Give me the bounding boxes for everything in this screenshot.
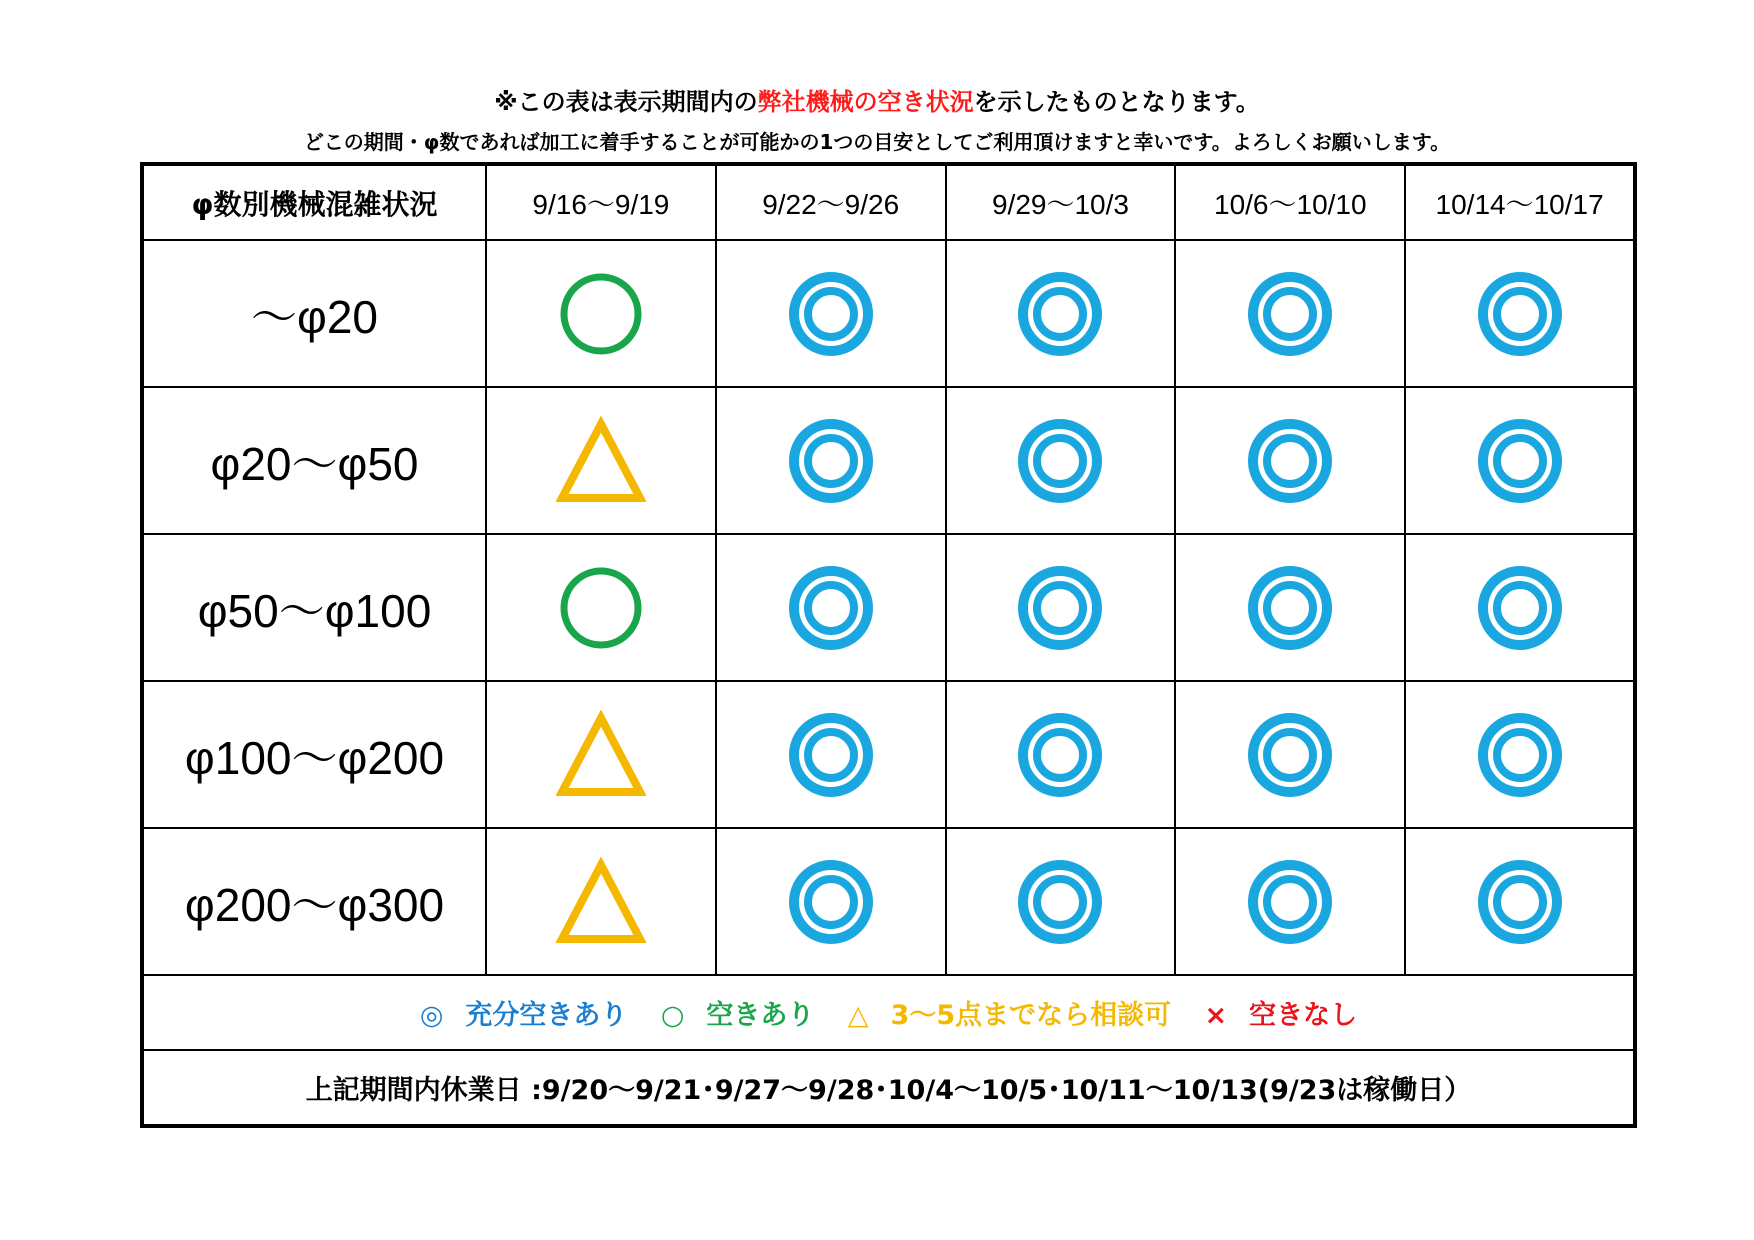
status-cell: [946, 240, 1176, 387]
status-cell: [946, 681, 1176, 828]
legend-label: 空きなし: [1249, 1000, 1358, 1031]
status-cell: [716, 387, 946, 534]
status-cell: [486, 387, 716, 534]
table-row: [142, 534, 1635, 681]
double-circle-icon: [1015, 857, 1105, 947]
legend-item-cross: [1205, 993, 1358, 1032]
double-circle-icon: [1245, 857, 1335, 947]
circle-icon: [556, 269, 646, 359]
circle-icon: [556, 563, 646, 653]
status-cell: [716, 681, 946, 828]
notice-line-2: どこの期間・φ数であれば加工に着手することが可能かの1つの目安としてご利用頂けますと幸いです。よろしくお願いします。: [303, 130, 1451, 154]
legend-label: 充分空きあり: [465, 1000, 628, 1031]
column-header: 9/16～9/19: [486, 164, 716, 240]
status-cell: [1405, 387, 1635, 534]
triangle-icon: △: [847, 1000, 869, 1031]
row-label: φ20～φ50: [142, 387, 486, 534]
cross-icon: ×: [1204, 1000, 1228, 1031]
status-cell: [1405, 534, 1635, 681]
status-cell: [946, 387, 1176, 534]
status-cell: [486, 828, 716, 975]
header-row: [142, 164, 1635, 240]
table-row: [142, 387, 1635, 534]
availability-table: [140, 162, 1637, 1128]
status-cell: [486, 681, 716, 828]
triangle-icon: [556, 710, 646, 800]
row-label: ～φ20: [142, 240, 486, 387]
status-cell: [486, 534, 716, 681]
double-circle-icon: [786, 563, 876, 653]
column-header: 9/29～10/3: [946, 164, 1176, 240]
double-circle-icon: [1245, 269, 1335, 359]
double-circle-icon: [1475, 563, 1565, 653]
holiday-row: [142, 1050, 1635, 1126]
notice-highlight: 弊社機械の空き状況: [757, 88, 974, 116]
status-cell: [716, 240, 946, 387]
column-header: 9/22～9/26: [716, 164, 946, 240]
column-header: 10/6～10/10: [1175, 164, 1405, 240]
status-cell: [716, 534, 946, 681]
triangle-icon: [556, 857, 646, 947]
double-circle-icon: [1475, 857, 1565, 947]
corner-header: φ数別機械混雑状況: [142, 164, 486, 240]
row-label: φ200～φ300: [142, 828, 486, 975]
double-circle-icon: [786, 857, 876, 947]
double-circle-icon: [1015, 710, 1105, 800]
status-cell: [946, 534, 1176, 681]
notice-line-1: [0, 86, 1754, 118]
legend-item-triangle: [848, 993, 1171, 1032]
status-cell: [1175, 240, 1405, 387]
table-row: [142, 240, 1635, 387]
status-cell: [1175, 387, 1405, 534]
triangle-icon: [556, 416, 646, 506]
table-row: [142, 681, 1635, 828]
row-label: φ100～φ200: [142, 681, 486, 828]
legend-row: [142, 975, 1635, 1050]
status-cell: [1405, 240, 1635, 387]
legend-item-single: [661, 993, 815, 1032]
double-circle-icon: [1245, 710, 1335, 800]
double-circle-icon: [1475, 269, 1565, 359]
legend-item-double: [420, 993, 628, 1032]
status-cell: [1175, 828, 1405, 975]
double-circle-icon: [1015, 416, 1105, 506]
notice-pre: ※この表は表示期間内の: [494, 88, 758, 116]
double-circle-icon: [1475, 416, 1565, 506]
row-label: φ50～φ100: [142, 534, 486, 681]
double-circle-icon: ◎: [419, 1000, 444, 1031]
status-cell: [1405, 681, 1635, 828]
status-cell: [1175, 681, 1405, 828]
double-circle-icon: [1245, 563, 1335, 653]
double-circle-icon: [1475, 710, 1565, 800]
table-row: [142, 828, 1635, 975]
status-cell: [1175, 534, 1405, 681]
holiday-note: 上記期間内休業日 :9/20～9/21･9/27～9/28･10/4～10/5･10/11～10/13(9/23は稼働日）: [142, 1050, 1635, 1126]
notice-post: を示したものとなります。: [973, 88, 1260, 116]
double-circle-icon: [786, 416, 876, 506]
status-cell: [716, 828, 946, 975]
double-circle-icon: [1245, 416, 1335, 506]
double-circle-icon: [1015, 563, 1105, 653]
legend-label: 空きあり: [706, 1000, 815, 1031]
status-cell: [1405, 828, 1635, 975]
column-header: 10/14～10/17: [1405, 164, 1635, 240]
legend-label: 3～5点までなら相談可: [890, 1000, 1172, 1031]
double-circle-icon: [786, 710, 876, 800]
status-cell: [486, 240, 716, 387]
status-cell: [946, 828, 1176, 975]
circle-icon: ○: [660, 1000, 685, 1031]
legend: [142, 975, 1635, 1050]
double-circle-icon: [786, 269, 876, 359]
double-circle-icon: [1015, 269, 1105, 359]
